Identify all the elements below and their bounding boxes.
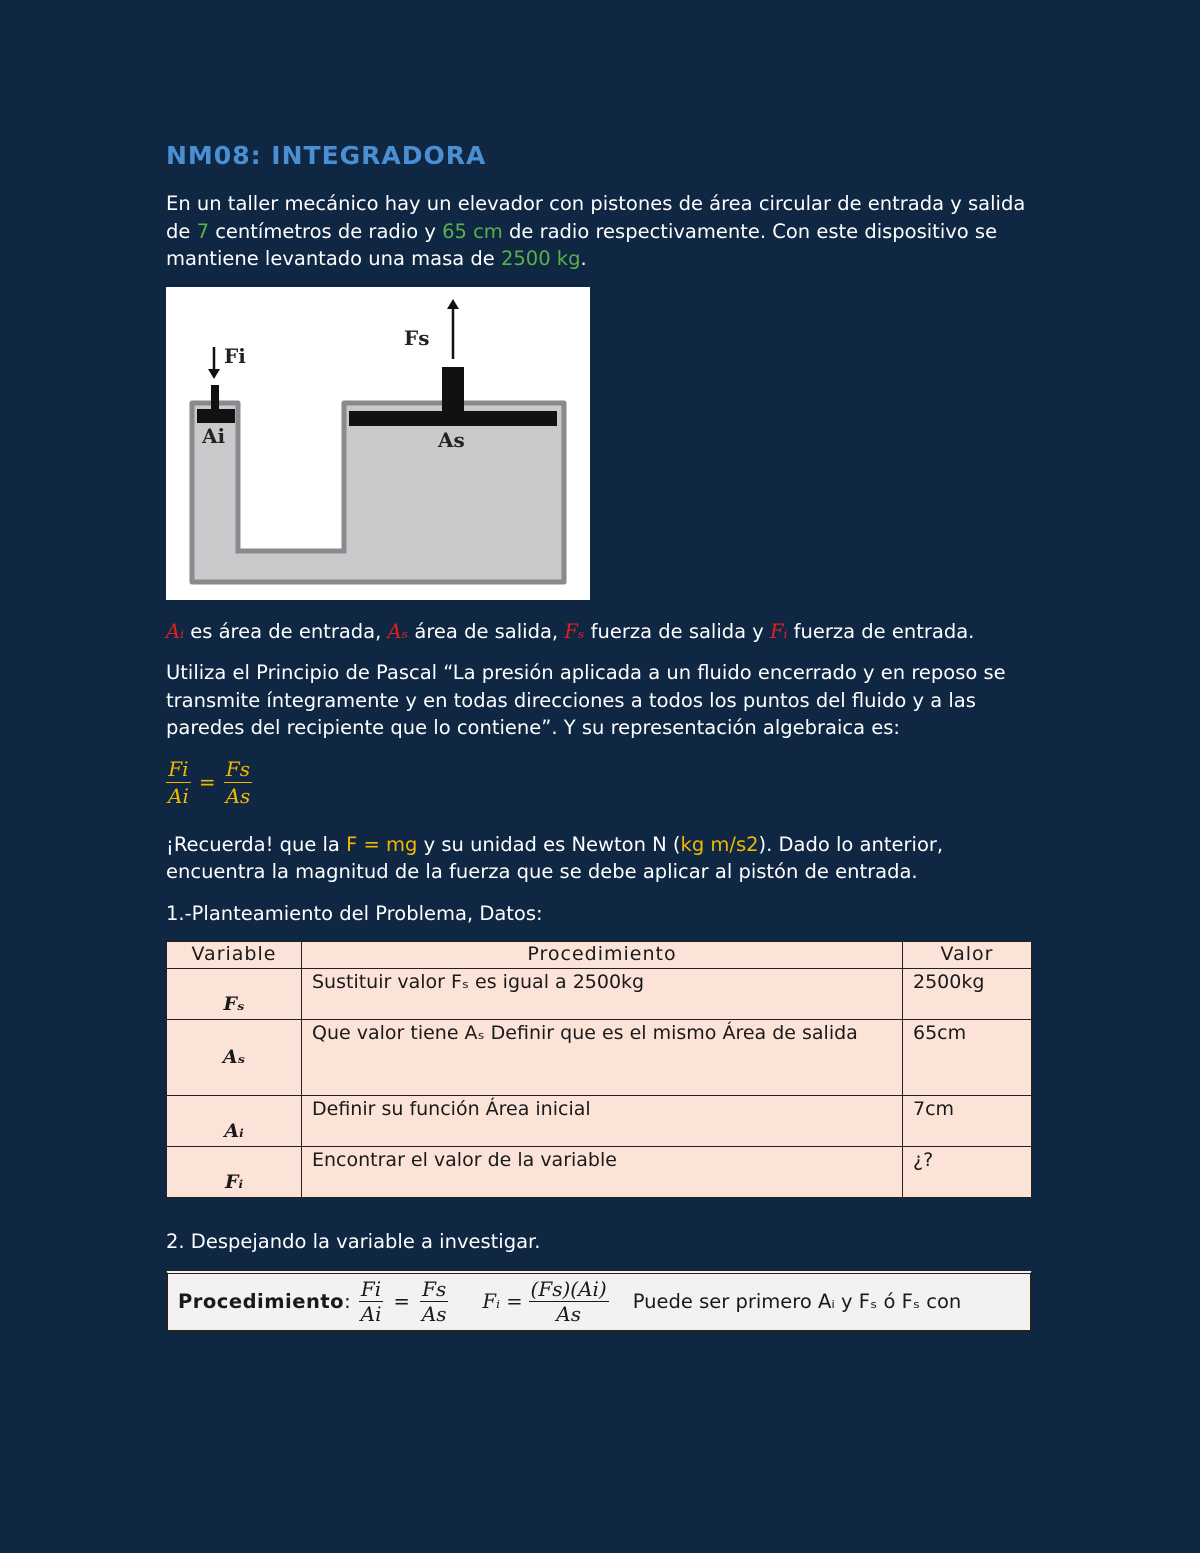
output-radius: 65 cm — [442, 219, 503, 243]
procedure-colon: : — [344, 1290, 351, 1313]
proc-numerator-fs: Fs — [422, 1277, 447, 1301]
numerator-fs: Fs — [225, 756, 251, 781]
legend-text-4: fuerza de entrada. — [787, 619, 975, 643]
cell-variable: Fᵢ — [167, 1147, 302, 1198]
proc-denominator-ai: Ai — [360, 1302, 382, 1326]
label-ai: Ai — [202, 423, 226, 448]
header-variable: Variable — [167, 942, 302, 969]
data-table — [166, 941, 1032, 1198]
intro-text-3: de radio respectivamente. Con este dispositivo se mantiene levantado una masa de — [166, 219, 998, 270]
channel-gap — [238, 403, 344, 551]
header-valor: Valor — [903, 942, 1032, 969]
proc-fi-lhs: Fᵢ = — [482, 1290, 523, 1313]
fraction-fi-ai — [166, 756, 191, 809]
hydraulic-press-diagram — [166, 287, 590, 600]
proc-denominator-as: As — [421, 1302, 447, 1326]
proc-numerator-fi: Fi — [360, 1277, 382, 1301]
cell-valor: 2500kg — [903, 969, 1032, 1020]
intro-text-4: . — [580, 247, 587, 270]
document-page — [166, 140, 1034, 1332]
label-fi: Fi — [224, 343, 246, 368]
denominator-as: As — [225, 783, 251, 808]
intro-text-1: En un taller mecánico hay un elevador con pistones de área circular de entrada y salida de — [166, 192, 1026, 243]
cell-valor: 7cm — [903, 1096, 1032, 1147]
cell-variable: Fₛ — [167, 969, 302, 1020]
table-header-row — [167, 942, 1032, 969]
table-row — [167, 1096, 1032, 1147]
legend-as: Aₛ — [387, 619, 409, 643]
input-piston — [197, 409, 235, 423]
header-procedimiento: Procedimiento — [302, 942, 903, 969]
pascal-paragraph: Utiliza el Principio de Pascal “La presión aplicada a un fluido encerrado y en reposo se transmite íntegramente y en todas direcciones a todos los puntos del fluido y a las paredes del recipiente que lo contiene”. Y su representación algebraica es: — [166, 661, 1006, 739]
legend-paragraph — [166, 618, 1034, 646]
legend-fs: Fₛ — [564, 619, 585, 643]
cell-procedimiento: Definir su función Área inicial — [302, 1096, 903, 1147]
reminder-text-2: y su unidad es Newton N ( — [417, 832, 681, 856]
step-2-heading: 2. Despejando la variable a investigar. — [166, 1230, 541, 1253]
page-title: NM08: INTEGRADORA — [166, 141, 487, 170]
legend-text-2: área de salida, — [408, 619, 565, 643]
cell-procedimiento: Sustituir valor Fₛ es igual a 2500kg — [302, 969, 903, 1020]
legend-fi: Fᵢ — [770, 619, 788, 643]
reminder-text-1: ¡Recuerda! que la — [166, 832, 347, 856]
output-force-arrow-icon — [447, 299, 459, 309]
intro-paragraph — [166, 190, 1034, 273]
procedure-fraction-solved — [529, 1277, 609, 1326]
procedure-box — [166, 1270, 1032, 1332]
legend-text-3: fuerza de salida y — [584, 619, 771, 643]
cell-valor: 65cm — [903, 1020, 1032, 1096]
input-piston-rod — [211, 385, 219, 409]
table-row — [167, 969, 1032, 1020]
equals-sign: = — [198, 770, 216, 794]
reminder-paragraph — [166, 831, 1034, 886]
output-piston — [349, 411, 557, 426]
newton-unit: kg m/s2 — [680, 832, 759, 856]
label-as: As — [438, 427, 465, 452]
table-row — [167, 1020, 1032, 1096]
cell-procedimiento: Encontrar el valor de la variable — [302, 1147, 903, 1198]
procedure-fraction-fi-ai — [359, 1277, 384, 1326]
step-1-heading: 1.-Planteamiento del Problema, Datos: — [166, 901, 543, 925]
denominator-ai: Ai — [168, 783, 189, 808]
procedure-fraction-fs-as — [420, 1277, 449, 1326]
proc-numerator-fs-ai: (Fs)(Ai) — [530, 1277, 607, 1301]
table-row — [167, 1147, 1032, 1198]
pascal-formula — [166, 756, 1034, 809]
cell-variable: Aₛ — [167, 1020, 302, 1096]
label-fs: Fs — [404, 325, 430, 350]
input-force-arrow-icon — [208, 369, 220, 379]
legend-text-1: es área de entrada, — [184, 619, 388, 643]
fraction-fs-as — [224, 756, 253, 809]
output-piston-rod — [442, 367, 464, 411]
mass-value: 2500 kg — [500, 247, 581, 270]
input-radius: 7 — [196, 219, 209, 243]
proc-denominator-as-2: As — [556, 1302, 581, 1326]
legend-ai: Aᵢ — [166, 619, 185, 643]
reminder-text-3: ). Dado lo anterior, encuentra la magnitud de la fuerza que se debe aplicar al pistón de entrada. — [166, 832, 944, 883]
force-equation: F = mg — [346, 832, 418, 856]
proc-equals-sign: = — [393, 1290, 410, 1313]
cell-procedimiento: Que valor tiene Aₛ Definir que es el mismo Área de salida — [302, 1020, 903, 1096]
cell-valor: ¿? — [903, 1147, 1032, 1198]
procedure-note: Puede ser primero Aᵢ y Fₛ ó Fₛ con — [632, 1290, 962, 1313]
numerator-fi: Fi — [168, 756, 189, 781]
intro-text-2: centímetros de radio y — [209, 219, 443, 243]
cell-variable: Aᵢ — [167, 1096, 302, 1147]
procedure-label: Procedimiento — [178, 1290, 345, 1313]
